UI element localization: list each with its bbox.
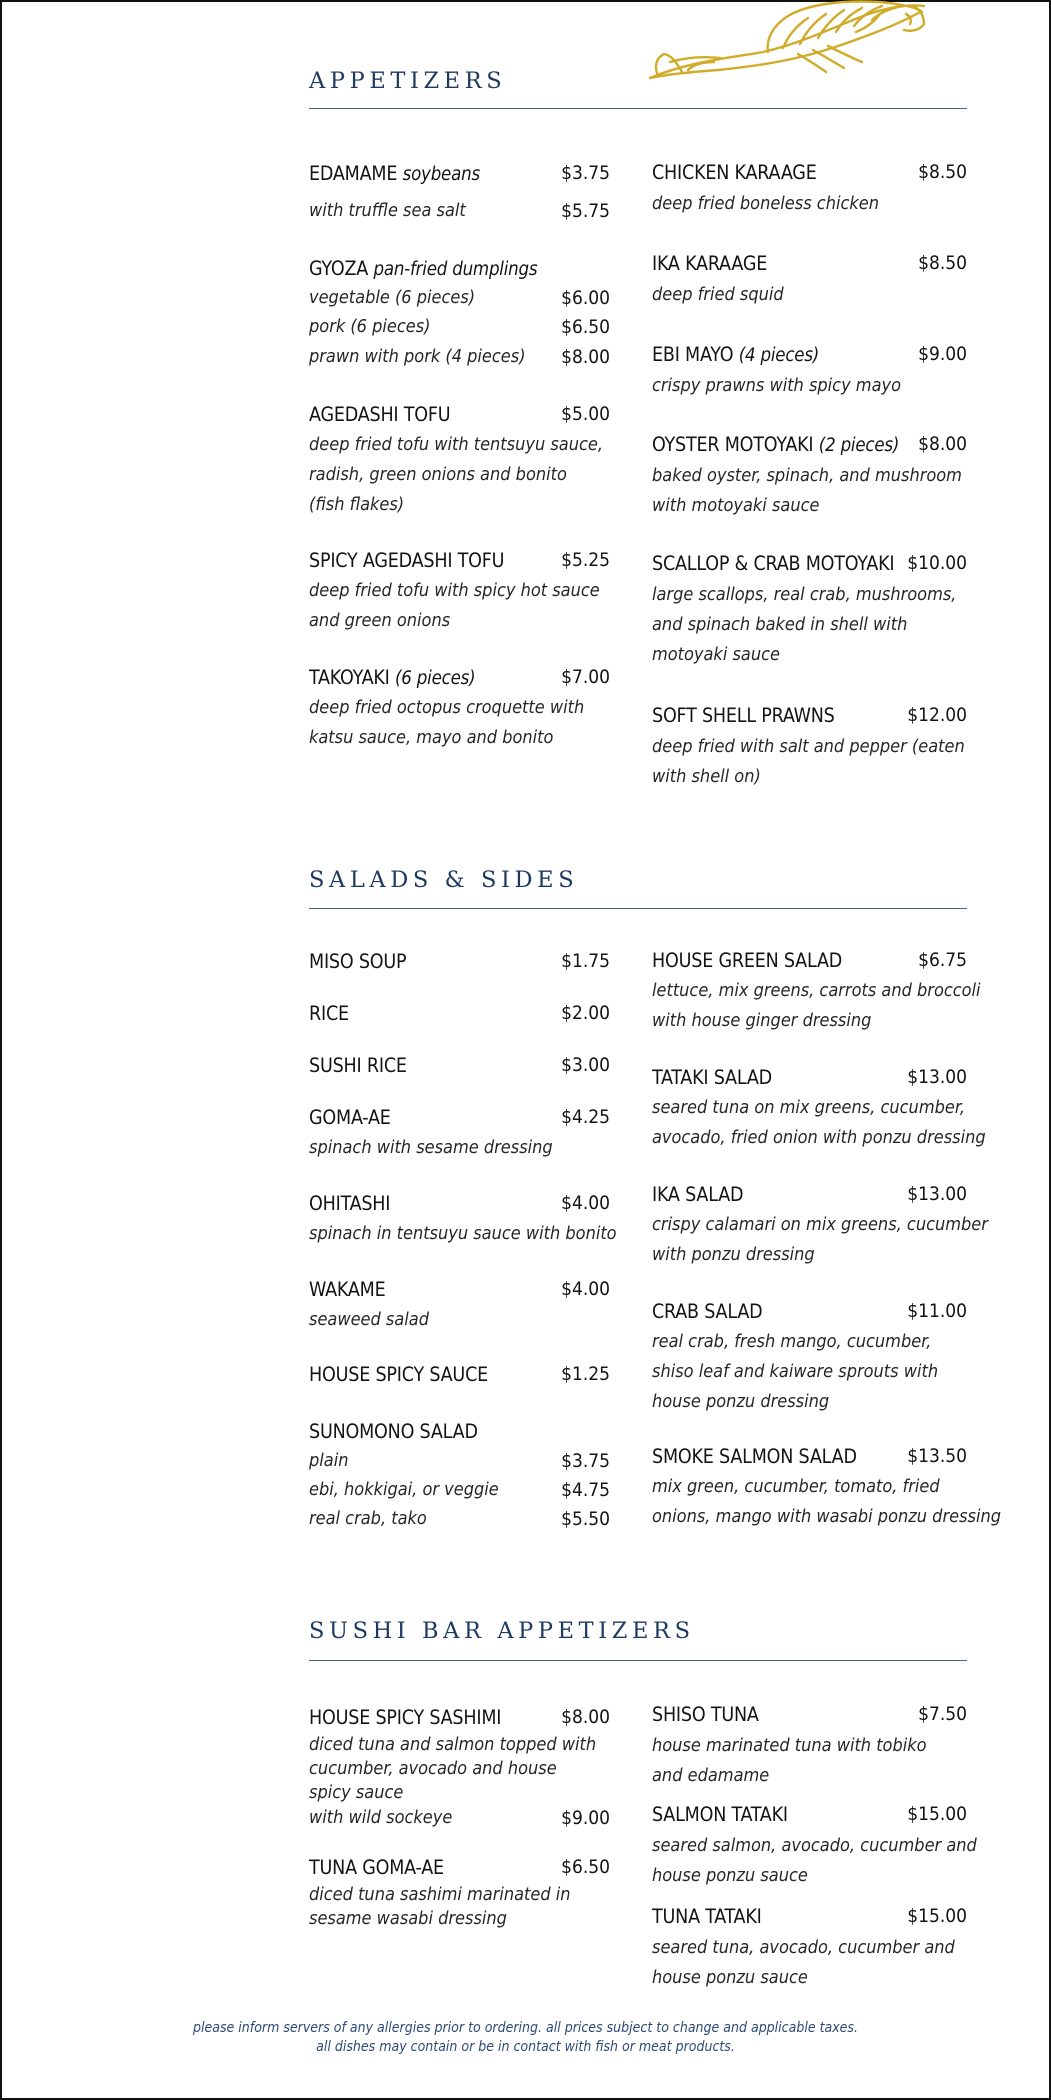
menu-item-ika-salad: IKA SALAD	[652, 1183, 744, 1206]
price-chicken-karaage: $8.50	[918, 161, 967, 183]
option-plain: plain	[309, 1450, 349, 1471]
menu-item-ohitashi: OHITASHI	[309, 1192, 391, 1215]
description-ohitashi: spinach in tentsuyu sauce with bonito	[309, 1223, 617, 1244]
price-scallop-crab-motoyaki: $10.00	[907, 552, 967, 574]
description-house-green-salad: lettuce, mix greens, carrots and broccoli with house ginger dressing	[652, 980, 981, 1031]
shrimp-illustration	[648, 0, 930, 84]
price-ika-karaage: $8.50	[918, 252, 967, 274]
price-plain: $3.75	[561, 1450, 610, 1472]
section-divider	[309, 1660, 967, 1661]
description-goma-ae: spinach with sesame dressing	[309, 1137, 553, 1158]
price-tuna-goma-ae: $6.50	[561, 1856, 610, 1878]
menu-item-chicken-karaage: CHICKEN KARAAGE	[652, 161, 817, 184]
section-title-appetizers: APPETIZERS	[309, 68, 507, 94]
price-spicy-agedashi-tofu: $5.25	[561, 549, 610, 571]
menu-item-sunomono-salad: SUNOMONO SALAD	[309, 1420, 478, 1443]
price-ohitashi: $4.00	[561, 1192, 610, 1214]
menu-item-ika-karaage: IKA KARAAGE	[652, 252, 768, 275]
price-sushi-rice: $3.00	[561, 1054, 610, 1076]
menu-item-agedashi-tofu: AGEDASHI TOFU	[309, 403, 451, 426]
description-oyster-motoyaki: baked oyster, spinach, and mushroom with motoyaki sauce	[652, 465, 962, 516]
price-wakame: $4.00	[561, 1278, 610, 1300]
menu-item-shiso-tuna: SHISO TUNA	[652, 1703, 759, 1726]
menu-item-scallop-crab-motoyaki: SCALLOP & CRAB MOTOYAKI	[652, 552, 895, 575]
price-oyster-motoyaki: $8.00	[918, 433, 967, 455]
description-chicken-karaage: deep fried boneless chicken	[652, 193, 879, 214]
price-rice: $2.00	[561, 1002, 610, 1024]
description-smoke-salmon-salad: mix green, cucumber, tomato, fried onions, mango with wasabi ponzu dressing	[652, 1476, 1001, 1527]
menu-item-edamame: EDAMAME soybeans	[309, 162, 480, 185]
price-salmon-tataki: $15.00	[907, 1803, 967, 1825]
price-real-crab-tako: $5.50	[561, 1508, 610, 1530]
option-real-crab-tako: real crab, tako	[309, 1508, 427, 1529]
price-house-spicy-sauce: $1.25	[561, 1363, 610, 1385]
footer-allergy-notice: please inform servers of any allergies prior to ordering. all prices subject to change and applicable taxes.	[193, 2020, 858, 2036]
price-pork: $6.50	[561, 316, 610, 338]
price-tataki-salad: $13.00	[907, 1066, 967, 1088]
footer-contact-notice: all dishes may contain or be in contact with fish or meat products.	[316, 2039, 735, 2055]
description-spicy-agedashi-tofu: deep fried tofu with spicy hot sauce and green onions	[309, 580, 600, 631]
price-smoke-salmon-salad: $13.50	[907, 1445, 967, 1467]
description-salmon-tataki: seared salmon, avocado, cucumber and house ponzu sauce	[652, 1835, 977, 1886]
menu-item-miso-soup: MISO SOUP	[309, 950, 407, 973]
price-edamame: $3.75	[561, 162, 610, 184]
option-vegetable: vegetable (6 pieces)	[309, 287, 476, 308]
price-tuna-tataki: $15.00	[907, 1905, 967, 1927]
menu-item-salmon-tataki: SALMON TATAKI	[652, 1803, 788, 1826]
menu-item-soft-shell-prawns: SOFT SHELL PRAWNS	[652, 704, 835, 727]
price-agedashi-tofu: $5.00	[561, 403, 610, 425]
menu-item-rice: RICE	[309, 1002, 349, 1025]
price-miso-soup: $1.75	[561, 950, 610, 972]
description-ika-salad: crispy calamari on mix greens, cucumber with ponzu dressing	[652, 1214, 988, 1265]
description-tataki-salad: seared tuna on mix greens, cucumber, avocado, fried onion with ponzu dressing	[652, 1097, 986, 1148]
menu-item-house-green-salad: HOUSE GREEN SALAD	[652, 949, 843, 972]
option-truffle: with truffle sea salt	[309, 200, 466, 221]
section-title-salads-sides: SALADS & SIDES	[309, 867, 579, 893]
menu-item-goma-ae: GOMA-AE	[309, 1106, 391, 1129]
description-tuna-tataki: seared tuna, avocado, cucumber and house ponzu sauce	[652, 1937, 955, 1988]
option-ebi-hokkigai-veggie: ebi, hokkigai, or veggie	[309, 1479, 499, 1500]
price-ebi-mayo: $9.00	[918, 343, 967, 365]
menu-item-gyoza: GYOZA pan-fried dumplings	[309, 257, 538, 280]
description-tuna-goma-ae: diced tuna sashimi marinated in sesame wasabi dressing	[309, 1884, 571, 1929]
description-crab-salad: real crab, fresh mango, cucumber, shiso leaf and kaiware sprouts with house ponzu dressing	[652, 1331, 939, 1412]
option-wild-sockeye: with wild sockeye	[309, 1807, 453, 1828]
description-wakame: seaweed salad	[309, 1309, 429, 1330]
price-vegetable: $6.00	[561, 287, 610, 309]
section-divider	[309, 108, 967, 109]
price-soft-shell-prawns: $12.00	[907, 704, 967, 726]
menu-item-tuna-goma-ae: TUNA GOMA-AE	[309, 1856, 444, 1879]
menu-item-sushi-rice: SUSHI RICE	[309, 1054, 407, 1077]
menu-item-wakame: WAKAME	[309, 1278, 386, 1301]
menu-item-ebi-mayo: EBI MAYO (4 pieces)	[652, 343, 820, 366]
description-shiso-tuna: house marinated tuna with tobiko and edamame	[652, 1735, 927, 1786]
description-scallop-crab-motoyaki: large scallops, real crab, mushrooms, and spinach baked in shell with motoyaki sauce	[652, 584, 957, 665]
description-house-spicy-sashimi: diced tuna and salmon topped with cucumber, avocado and house spicy sauce	[309, 1734, 597, 1803]
menu-item-oyster-motoyaki: OYSTER MOTOYAKI (2 pieces)	[652, 433, 900, 456]
price-house-spicy-sashimi: $8.00	[561, 1706, 610, 1728]
option-prawn-pork: prawn with pork (4 pieces)	[309, 346, 526, 367]
description-agedashi-tofu: deep fried tofu with tentsuyu sauce, radish, green onions and bonito (fish flakes)	[309, 434, 603, 515]
menu-item-takoyaki: TAKOYAKI (6 pieces)	[309, 666, 476, 689]
price-ebi-hokkigai-veggie: $4.75	[561, 1479, 610, 1501]
price-goma-ae: $4.25	[561, 1106, 610, 1128]
menu-item-house-spicy-sashimi: HOUSE SPICY SASHIMI	[309, 1706, 502, 1729]
section-divider	[309, 908, 967, 909]
price-wild-sockeye: $9.00	[561, 1807, 610, 1829]
price-prawn-pork: $8.00	[561, 346, 610, 368]
price-ika-salad: $13.00	[907, 1183, 967, 1205]
description-ika-karaage: deep fried squid	[652, 284, 784, 305]
price-truffle: $5.75	[561, 200, 610, 222]
menu-item-smoke-salmon-salad: SMOKE SALMON SALAD	[652, 1445, 857, 1468]
price-crab-salad: $11.00	[907, 1300, 967, 1322]
menu-item-house-spicy-sauce: HOUSE SPICY SAUCE	[309, 1363, 489, 1386]
description-soft-shell-prawns: deep fried with salt and pepper (eaten with shell on)	[652, 736, 965, 787]
description-ebi-mayo: crispy prawns with spicy mayo	[652, 375, 901, 396]
menu-item-tuna-tataki: TUNA TATAKI	[652, 1905, 762, 1928]
price-shiso-tuna: $7.50	[918, 1703, 967, 1725]
price-takoyaki: $7.00	[561, 666, 610, 688]
description-takoyaki: deep fried octopus croquette with katsu sauce, mayo and bonito	[309, 697, 585, 748]
menu-item-crab-salad: CRAB SALAD	[652, 1300, 763, 1323]
menu-item-tataki-salad: TATAKI SALAD	[652, 1066, 772, 1089]
price-house-green-salad: $6.75	[918, 949, 967, 971]
option-pork: pork (6 pieces)	[309, 316, 431, 337]
section-title-sushi-bar-appetizers: SUSHI BAR APPETIZERS	[309, 1618, 695, 1644]
menu-item-spicy-agedashi-tofu: SPICY AGEDASHI TOFU	[309, 549, 505, 572]
